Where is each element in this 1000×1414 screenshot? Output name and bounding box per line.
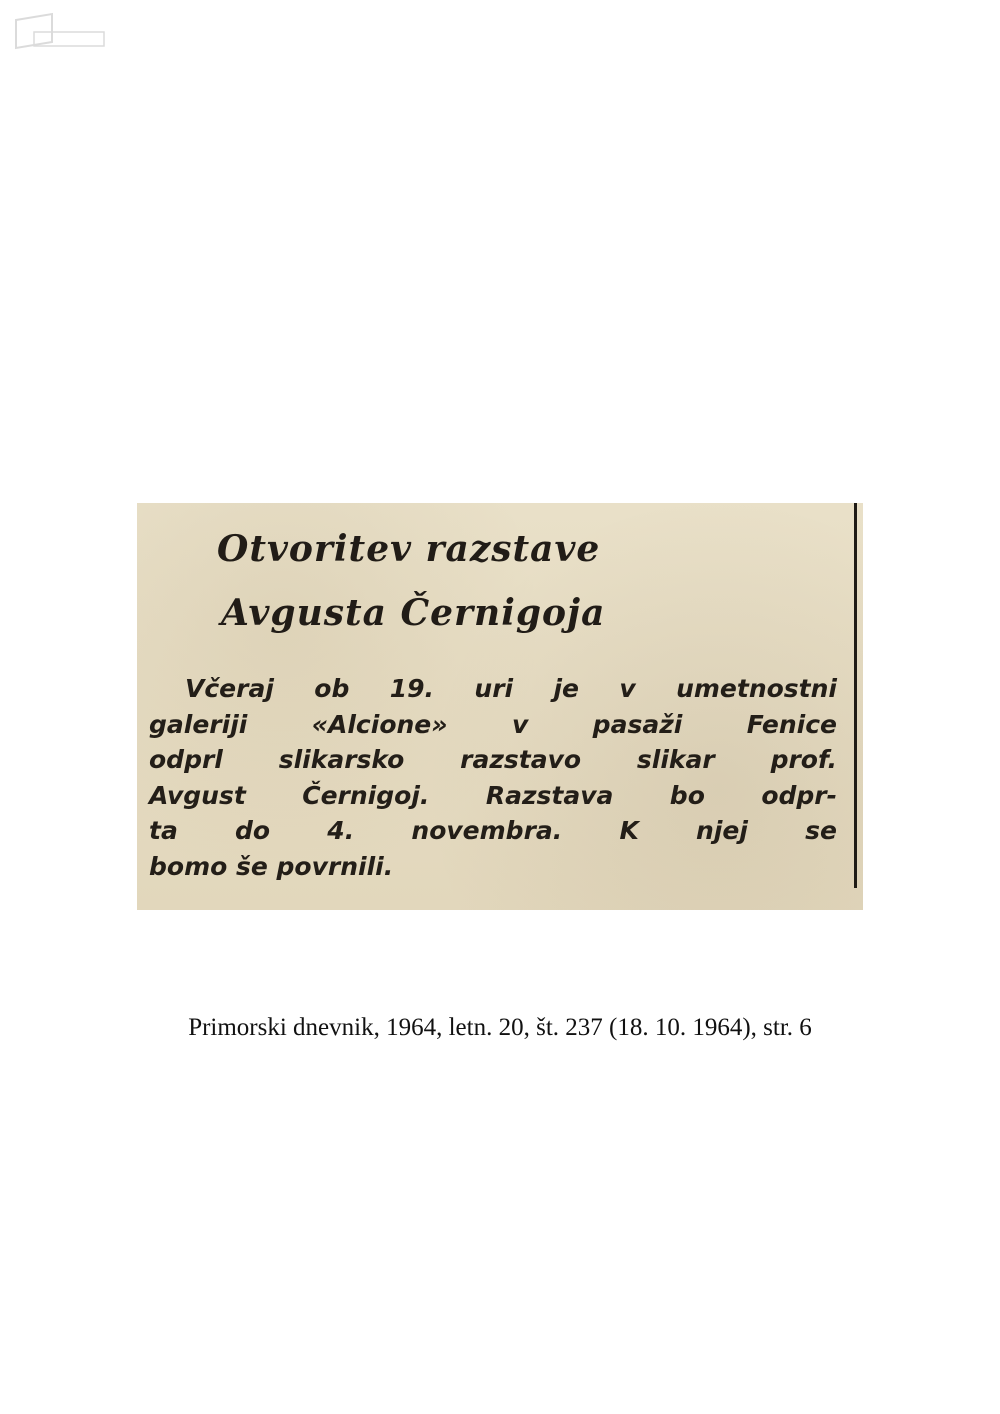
- article-body: [149, 671, 837, 884]
- column-rule: [854, 503, 857, 888]
- headline-line-2: Avgusta Černigoja: [221, 592, 606, 634]
- source-caption: Primorski dnevnik, 1964, letn. 20, št. 237 (18. 10. 1964), str. 6: [188, 1014, 812, 1041]
- article-headline: [217, 528, 823, 634]
- body-line: Avgust Černigoj. Razstava bo odpr-: [149, 780, 837, 810]
- newspaper-clipping: [137, 503, 863, 910]
- body-line: bomo še povrnili.: [149, 851, 394, 881]
- headline-line-1: Otvoritev razstave: [217, 528, 601, 570]
- library-logo-icon: [12, 12, 112, 56]
- body-line: odprl slikarsko razstavo slikar prof.: [149, 745, 837, 774]
- body-line: ta do 4. novembra. K njej se: [149, 816, 837, 845]
- body-line: Včeraj ob 19. uri je v umetnostni: [185, 674, 837, 703]
- body-line: galeriji «Alcione» v pasaži Fenice: [149, 709, 837, 739]
